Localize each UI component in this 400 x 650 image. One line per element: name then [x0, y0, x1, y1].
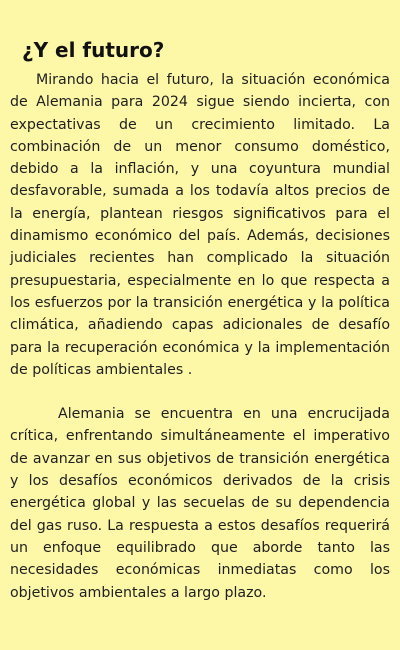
paragraph-crossroads: Alemania se encuentra en una encrucijada crítica, enfrentando simultáneamente el imperativo de avanzar en sus objetivos de transición energética y los desafíos económicos derivados de la crisis energética global y las secuelas de su dependencia del gas ruso. La respuesta a estos desafíos requerirá un enfoque equilibrado que aborde tanto las necesidades económicas inmediatas como los objetivos ambientales a largo plazo.: [10, 406, 390, 601]
section-title: ¿Y el futuro?: [22, 38, 165, 62]
paragraph-outlook: Mirando hacia el futuro, la situación económica de Alemania para 2024 sigue siendo incierta, con expectativas de un crecimiento limitado. La combinación de un menor consumo doméstico, debido a la inflación, y una coyuntura mundial desfavorable, sumada a los todavía altos precios de la energía, plantean riesgos significativos para el dinamismo económico del país. Además, decisiones judiciales recientes han complicado la situación presupuestaria, especialmente en lo que respecta a los esfuerzos por la transición energética y la política climática, añadiendo capas adicionales de desafío para la recuperación económica y la implementación de políticas ambientales .: [10, 72, 390, 378]
